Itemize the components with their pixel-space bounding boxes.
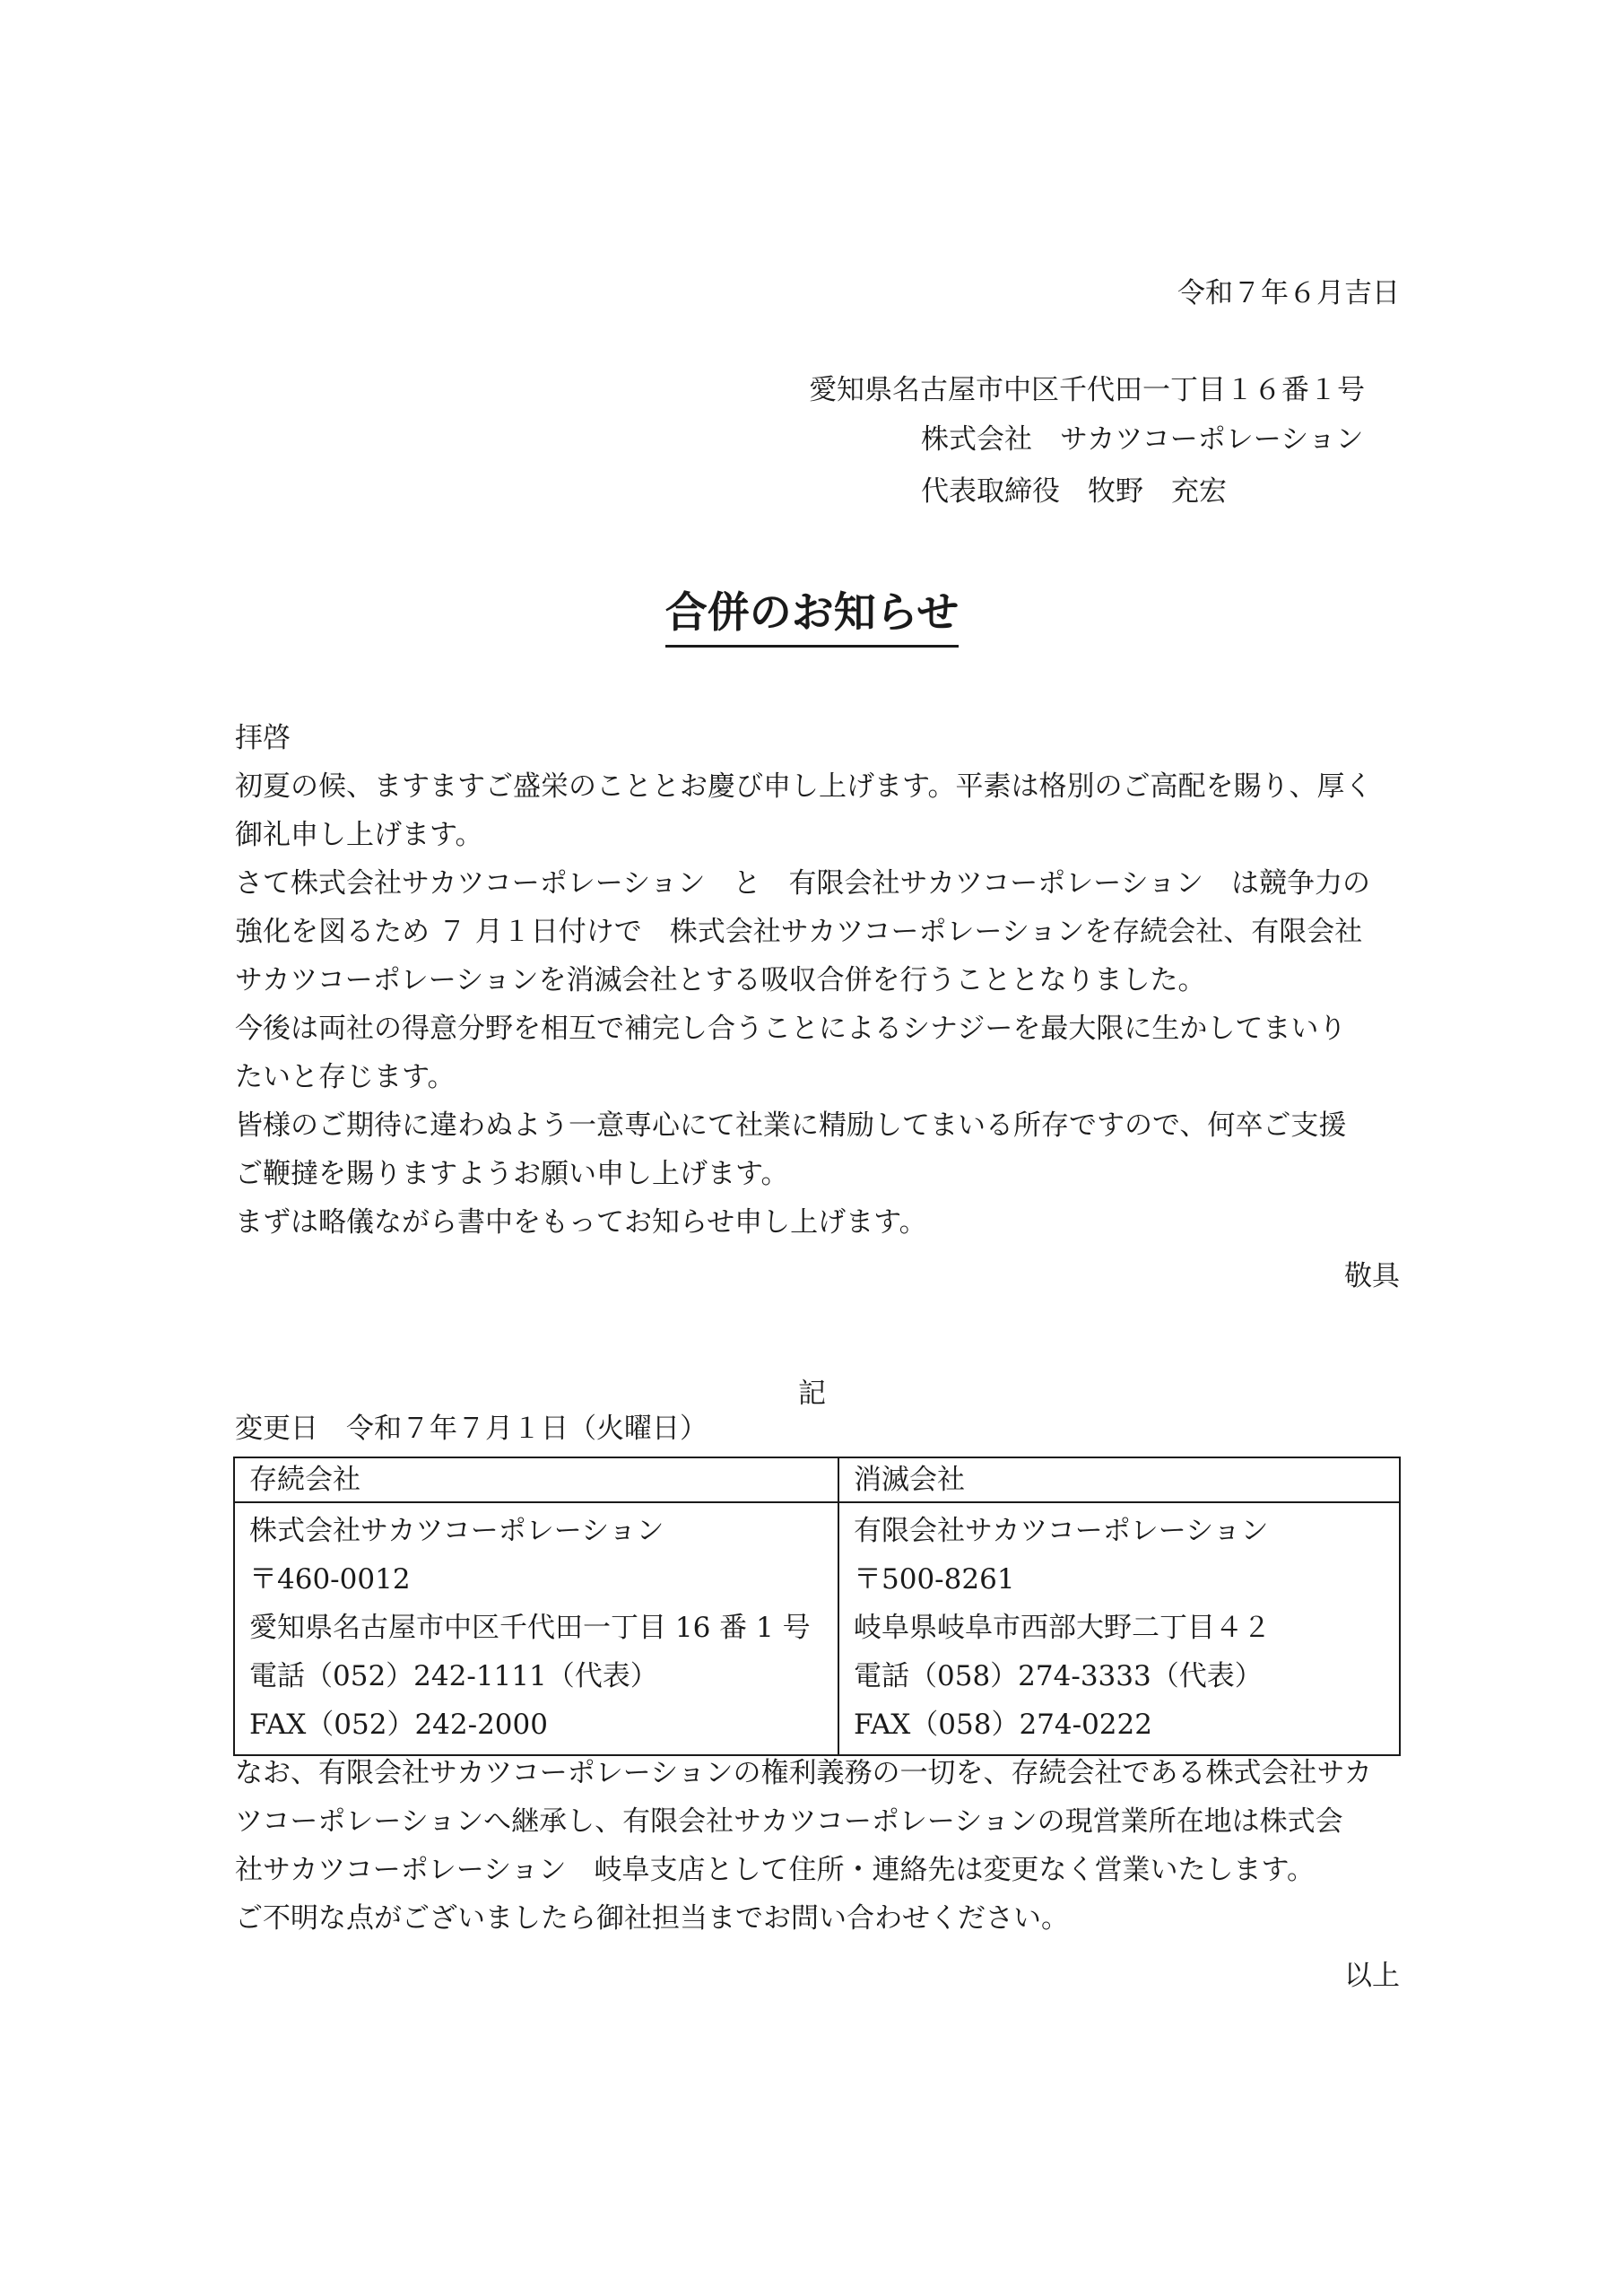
dissolved-fax: FAX（058）274-0222	[854, 1709, 1152, 1741]
table-header-row	[234, 1457, 1400, 1502]
sender-representative: 代表取締役 牧野 充宏	[921, 475, 1227, 508]
body-line: さて株式会社サカツコーポレーション と 有限会社サカツコーポレーション は競争力の	[235, 867, 1371, 900]
sender-address: 愛知県名古屋市中区千代田一丁目１６番１号	[809, 374, 1365, 406]
surviving-address: 愛知県名古屋市中区千代田一丁目 16 番 1 号	[249, 1612, 811, 1644]
dissolved-company-header: 消滅会社	[838, 1457, 1400, 1502]
dissolved-company-cell	[838, 1502, 1400, 1755]
closing-ijou: 以上	[1344, 1960, 1400, 1992]
note-line: 社サカツコーポレーション 岐阜支店として住所・連絡先は変更なく営業いたします。	[235, 1854, 1316, 1886]
letter-body	[235, 714, 1401, 1247]
dissolved-phone: 電話（058）274-3333（代表）	[854, 1660, 1263, 1692]
body-line: 強化を図るため ７ 月１日付けで 株式会社サカツコーポレーションを存続会社、有限会社	[235, 916, 1363, 948]
body-line: サカツコーポレーションを消滅会社とする吸収合併を行うこととなりました。	[235, 964, 1206, 996]
body-line: たいと存じます。	[235, 1061, 456, 1093]
company-info-table	[233, 1457, 1401, 1756]
greeting: 拝啓	[235, 722, 291, 754]
closing-keigu: 敬具	[1344, 1260, 1400, 1292]
document-title	[0, 588, 1624, 638]
letter-date: 令和７年６月吉日	[1177, 277, 1400, 309]
notes-block	[235, 1749, 1401, 1943]
surviving-postal-code: 〒460-0012	[249, 1563, 411, 1596]
table-row	[234, 1502, 1400, 1755]
body-line: 皆様のご期待に違わぬよう一意専心にて社業に精励してまいる所存ですので、何卒ご支援	[235, 1109, 1347, 1142]
body-line: 初夏の候、ますますご盛栄のこととお慶び申し上げます。平素は格別のご高配を賜り、厚く	[235, 770, 1373, 803]
sender-company: 株式会社 サカツコーポレーション	[921, 423, 1364, 456]
surviving-company-cell	[234, 1502, 838, 1755]
surviving-fax: FAX（052）242-2000	[249, 1709, 548, 1741]
note-line: ご不明な点がございましたら御社担当までお問い合わせください。	[235, 1902, 1069, 1935]
surviving-phone: 電話（052）242-1111（代表）	[249, 1660, 658, 1692]
record-mark: 記	[798, 1378, 826, 1410]
document-title-text: 合併のお知らせ	[665, 588, 960, 648]
body-line: 今後は両社の得意分野を相互で補完し合うことによるシナジーを最大限に生かしてまいり	[235, 1013, 1347, 1045]
body-line: ご鞭撻を賜りますようお願い申し上げます。	[235, 1158, 789, 1190]
dissolved-address: 岐阜県岐阜市西部大野二丁目４２	[854, 1612, 1271, 1644]
note-line: ツコーポレーションへ継承し、有限会社サカツコーポレーションの現営業所在地は株式会	[235, 1805, 1343, 1838]
body-line: 御礼申し上げます。	[235, 819, 483, 851]
note-line: なお、有限会社サカツコーポレーションの権利義務の一切を、存続会社である株式会社サカ	[235, 1757, 1372, 1789]
surviving-company-header: 存続会社	[234, 1457, 838, 1502]
surviving-company-name: 株式会社サカツコーポレーション	[249, 1515, 664, 1547]
dissolved-postal-code: 〒500-8261	[854, 1563, 1015, 1596]
change-date: 変更日 令和７年７月１日（火曜日）	[235, 1413, 708, 1445]
dissolved-company-name: 有限会社サカツコーポレーション	[854, 1515, 1269, 1547]
body-line: まずは略儀ながら書中をもってお知らせ申し上げます。	[235, 1206, 927, 1239]
